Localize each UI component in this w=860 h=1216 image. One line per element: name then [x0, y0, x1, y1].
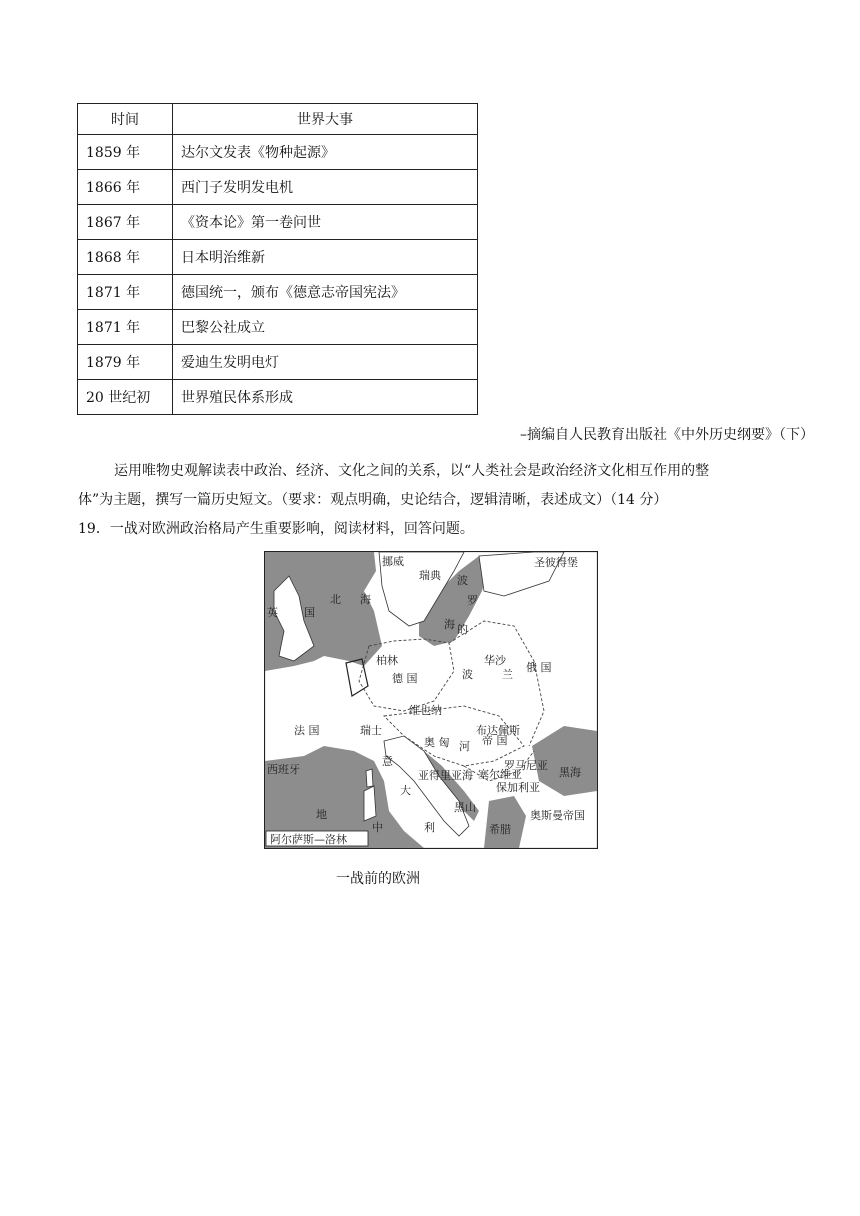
label-montenegro: 黑山	[454, 801, 476, 814]
label-baltic2: 罗	[467, 594, 478, 607]
label-budapest: 布达佩斯	[476, 724, 520, 737]
row-event: 德国统一，颁布《德意志帝国宪法》	[173, 275, 478, 310]
row-time: 1859 年	[78, 135, 173, 170]
row-event: 日本明治维新	[173, 240, 478, 275]
label-romania: 罗马尼亚	[504, 759, 548, 772]
row-event: 《资本论》第一卷问世	[173, 205, 478, 240]
question-paragraph-line1: 运用唯物史观解读表中政治、经济、文化之间的关系，以“人类社会是政治经济文化相互作用的整	[114, 463, 710, 479]
label-italy3: 利	[424, 821, 435, 834]
label-empire: 帝 国	[482, 734, 508, 747]
land-sardinia	[364, 786, 376, 821]
land-corsica	[366, 769, 373, 787]
row-time: 1871 年	[78, 275, 173, 310]
table-row	[78, 135, 478, 170]
label-baltic4: 海	[444, 618, 455, 631]
table-row	[78, 240, 478, 275]
label-poland2: 兰	[502, 668, 513, 681]
header-time: 时间	[78, 104, 173, 135]
label-bulgaria: 保加利亚	[496, 781, 540, 794]
label-mediterranean2: 中	[372, 821, 383, 834]
label-mediterranean: 地	[316, 808, 327, 821]
label-serbia: 塞尔维亚	[478, 768, 522, 781]
label-germany: 德 国	[392, 672, 418, 685]
row-event: 巴黎公社成立	[173, 310, 478, 345]
label-austria-hungary: 奥 匈	[424, 736, 450, 749]
row-time: 1867 年	[78, 205, 173, 240]
label-greece: 希腊	[489, 823, 511, 836]
row-event: 世界殖民体系形成	[173, 380, 478, 415]
label-russia: 俄 国	[526, 661, 552, 674]
legend-alsace-lorraine: 阿尔萨斯—洛林	[270, 833, 347, 846]
label-north-sea2: 海	[360, 593, 371, 606]
table-row	[78, 205, 478, 240]
row-time: 1879 年	[78, 345, 173, 380]
label-poland: 波	[462, 668, 473, 681]
label-he: 河	[459, 740, 470, 753]
label-st-petersburg: 圣彼得堡	[534, 556, 578, 569]
row-time: 1866 年	[78, 170, 173, 205]
label-uk2: 国	[304, 606, 315, 619]
label-italy: 意	[382, 755, 393, 768]
label-black-sea: 黑海	[559, 766, 581, 779]
table-row	[78, 170, 478, 205]
label-sweden: 瑞典	[419, 569, 441, 582]
label-berlin: 柏林	[376, 654, 398, 667]
row-event: 达尔文发表《物种起源》	[173, 135, 478, 170]
label-north-sea: 北	[330, 593, 341, 606]
table-header-row	[78, 104, 478, 135]
label-vienna: 维也纳	[409, 704, 442, 717]
table-row	[78, 345, 478, 380]
label-france: 法 国	[294, 724, 320, 737]
row-event: 西门子发明发电机	[173, 170, 478, 205]
map-caption: 一战前的欧洲	[336, 871, 420, 887]
label-adriatic: 亚得里亚海	[418, 769, 473, 782]
row-time: 20 世纪初	[78, 380, 173, 415]
question-paragraph-line2: 体”为主题，撰写一篇历史短文。（要求：观点明确，史论结合，逻辑清晰，表述成文）（14 分）	[78, 492, 668, 508]
label-warsaw: 华沙	[484, 654, 506, 667]
label-norway: 挪威	[382, 555, 404, 568]
label-italy2: 大	[400, 784, 411, 797]
table-row	[78, 275, 478, 310]
table-row	[78, 310, 478, 345]
row-time: 1871 年	[78, 310, 173, 345]
europe-map	[264, 551, 598, 849]
row-time: 1868 年	[78, 240, 173, 275]
events-table	[77, 103, 478, 415]
label-baltic3: 的	[457, 623, 468, 636]
label-ottoman: 奥斯曼帝国	[530, 809, 585, 822]
table-row	[78, 380, 478, 415]
label-uk: 英	[267, 606, 278, 619]
label-baltic: 波	[457, 574, 468, 587]
header-event: 世界大事	[173, 104, 478, 135]
label-swiss: 瑞士	[360, 724, 382, 737]
label-spain: 西班牙	[267, 763, 300, 776]
source-citation: –摘编自人民教育出版社《中外历史纲要》（下）	[520, 427, 814, 443]
question-19: 19．一战对欧洲政治格局产生重要影响，阅读材料，回答问题。	[78, 521, 474, 537]
row-event: 爱迪生发明电灯	[173, 345, 478, 380]
